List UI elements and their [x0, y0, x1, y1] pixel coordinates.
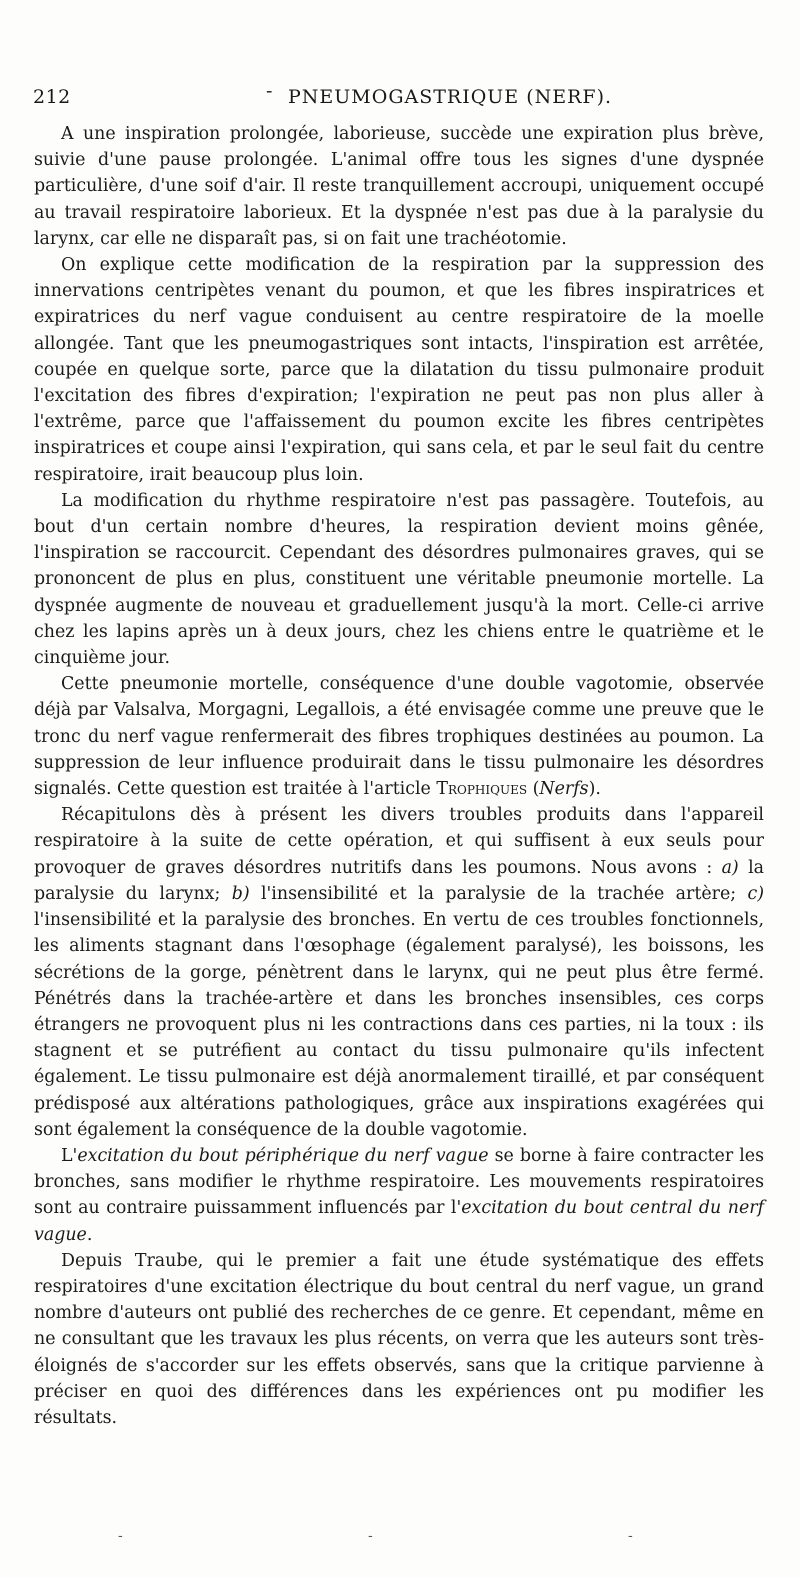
body-text: [34, 121, 764, 1431]
footer-mark: -: [368, 1528, 373, 1544]
footer-mark: -: [628, 1528, 633, 1544]
p6-text-middle: se borne à faire contracter les bronches, sans modifier le rhythme respiratoire. Les mouvements respiratoires sont au contraire puissamment influencés par l': [34, 1145, 764, 1219]
p6-italic-2: excitation du bout central du nerf vague: [34, 1198, 765, 1245]
p5-text-after: l'insensibilité et la paralysie des bronches. En vertu de ces troubles fonctionnels, les aliments stagnant dans l'œsophage (également paralysé), les boissons, les sécrétions de la gorge, pénètrent dans le larynx, qui ne peut plus être fermé. Pénétrés dans la trachée-artère et dans les bronches insensibles, ces corps étrangers ne provoquent plus ni les contractions dans ces parties, ni la toux : ils stagnent et se putréfient au contact du tissu pulmonaire qu'ils infectent également. Le tissu pulmonaire est déjà anormalement tiraillé, et par conséquent prédisposé aux altérations pathologiques, grâce aux inspirations exagérées qui sont également la conséquence de la double vagotomie.: [34, 910, 764, 1140]
p4-small-caps-term: Trophiques: [436, 779, 528, 800]
p4-text-before: Cette pneumonie mortelle, conséquence d'une double vagotomie, observée déjà par Valsalva, Morgagni, Legallois, a été envisagée comme une preuve que le tronc du nerf vague renfermerait des fibres trophiques destinées au poumon. La suppression de leur influence produirait dans le tissu pulmonaire les désordres signalés. Cette question est traitée à l'article: [34, 674, 764, 800]
p6-text-prefix: L': [61, 1145, 78, 1166]
page-number: 212: [33, 86, 71, 108]
p5-text-b: l'insensibilité et la paralysie de la trachée artère;: [249, 883, 748, 904]
p4-text-after: ).: [588, 779, 601, 800]
p5-text-before: Récapitulons dès à présent les divers troubles produits dans l'appareil respiratoire à la suite de cette opération, et qui suffisent à eux seuls pour provoquer de graves désordres nutritifs dans les poumons. Nous avons :: [34, 805, 764, 878]
p5-item-c: c): [747, 883, 764, 904]
footer-mark: -: [118, 1528, 123, 1544]
paragraph-4: [34, 671, 764, 802]
running-title: PNEUMOGASTRIQUE (NERF).: [288, 86, 613, 108]
p4-text-middle: (: [527, 779, 540, 800]
p5-item-b: b): [231, 883, 250, 904]
p6-italic-1: excitation du bout périphérique du nerf vague: [77, 1145, 489, 1166]
header-dash: -: [266, 80, 273, 102]
footer-marks: [0, 1528, 800, 1548]
paragraph-6: [34, 1143, 764, 1248]
p6-text-after: .: [86, 1224, 93, 1245]
paragraph-2: On explique cette modification de la respiration par la suppression des innervations centripètes venant du poumon, et que les fibres inspiratrices et expiratrices du nerf vague conduisent au centre respiratoire de la moelle allongée. Tant que les pneumogastriques sont intacts, l'inspiration est arrêtée, coupée en quelque sorte, parce que la dilatation du tissu pulmonaire produit l'excitation des fibres d'expiration; l'expiration ne peut pas non plus aller à l'extrême, parce que l'affaissement du poumon excite les fibres centripètes inspiratrices et coupe ainsi l'expiration, qui sans cela, et par le seul fait du centre respiratoire, irait beaucoup plus loin.: [34, 255, 764, 485]
paragraph-3: La modification du rhythme respiratoire n'est pas passagère. Toutefois, au bout d'un certain nombre d'heures, la respiration devient moins gênée, l'inspiration se raccourcit. Cependant des désordres pulmonaires graves, qui se prononcent de plus en plus, constituent une véritable pneumonie mortelle. La dyspnée augmente de nouveau et graduellement jusqu'à la mort. Celle-ci arrive chez les lapins après un à deux jours, chez les chiens entre le quatrième et le cinquième jour.: [34, 490, 764, 669]
page-header: [30, 80, 765, 114]
paragraph-5: [34, 802, 764, 1143]
paragraph-1: A une inspiration prolongée, laborieuse, succède une expiration plus brève, suivie d'une pause prolongée. L'animal offre tous les signes d'une dyspnée particulière, d'une soif d'air. Il reste tranquillement accroupi, uniquement occupé au travail respiratoire laborieux. Et la dyspnée n'est pas due à la paralysie du larynx, car elle ne disparaît pas, si on fait une trachéotomie.: [34, 124, 764, 249]
p5-item-a: a): [721, 857, 739, 878]
p5-text-a: la paralysie du larynx;: [34, 857, 765, 904]
paragraph-7: Depuis Traube, qui le premier a fait une étude systématique des effets respiratoires d'une excitation électrique du bout central du nerf vague, un grand nombre d'auteurs ont publié des recherches de ce genre. Et cependant, même en ne consultant que les travaux les plus récents, on verra que les auteurs sont très-éloignés de s'accorder sur les effets observés, sans que la critique parvienne à préciser en quoi des différences dans les expériences ont pu modifier les résultats.: [34, 1250, 764, 1428]
p4-italic-term: Nerfs: [539, 779, 589, 800]
